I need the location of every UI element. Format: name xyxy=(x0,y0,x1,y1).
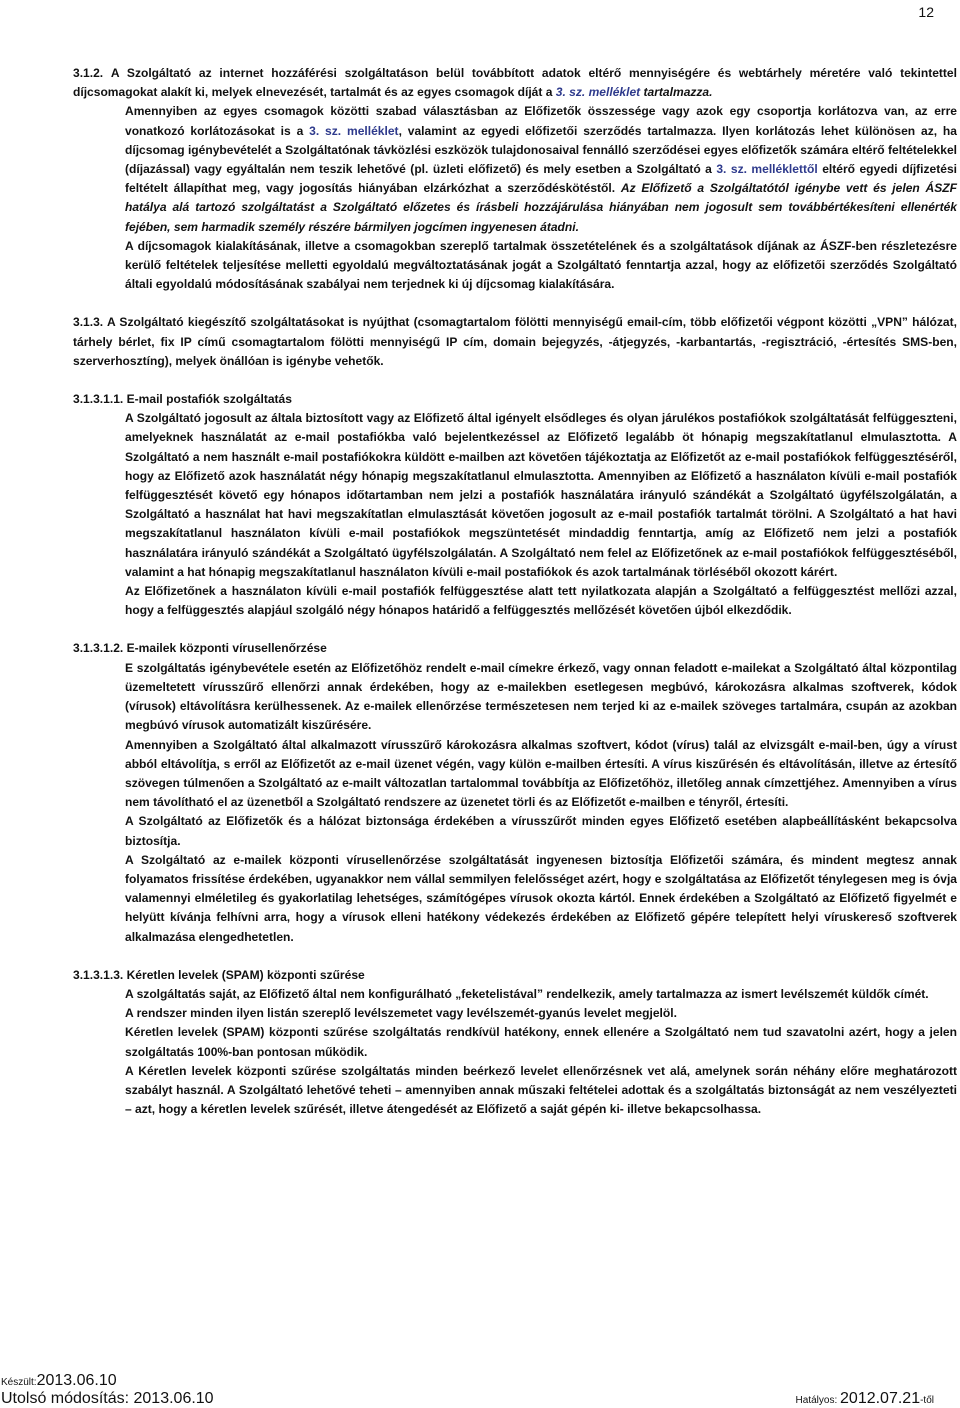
footer-created-date: 2013.06.10 xyxy=(36,1372,117,1389)
section-3-1-3-1-2-paragraph-1: E szolgáltatás igénybevétele esetén az Előfizetőhöz rendelt e-mail címekre érkező, vagy onnan feladott e-mailekat a Szolgáltató által központilag üzemeltetett vírusszűrő ellenőrzi annak érdekében, hogy az e-mailekben esetlegesen megbúvó, károkozásra alkalmas szoftverek, kódok (vírusok) eltávolításra kerülhessenek. Az e-mailek ellenőrzése természetesen nem terjed ki az e-mailek szöveges tartalmára, csupán az azokban megbúvó vírusok automatizált kiszűrésére. xyxy=(125,660,957,733)
section-number: 3.1.2. xyxy=(73,66,104,80)
annex-reference: 3. sz. melléklet xyxy=(309,123,399,138)
section-heading xyxy=(73,639,957,658)
section-number: 3.1.3.1.2. xyxy=(73,641,124,656)
section-3-1-3-1-3-paragraph-1: A szolgáltatás saját, az Előfizető által nem konfigurálható „feketelistával” rendelkezik, amely tartalmazza az ismert levélszemét küldők címét. xyxy=(125,986,929,1001)
paragraph-text: A Szolgáltató az internet hozzáférési szolgáltatáson belül továbbított adatok eltérő mennyiségére és webtárhely méretére való tekintettel díjcsomagokat alakít ki, melyek elnevezését, tartalmát és az egyes csomagok díját a xyxy=(73,66,957,100)
section-3-1-3-1-3-paragraph-4: A Kéretlen levelek központi szűrése szolgáltatás minden beérkező levelet ellenőrzésnek vet alá, amelynek során néhány előre meghatározott szabályt használ. A Szolgáltató lehetővé teheti – amennyiben annak műszaki feltételei adottak és a szolgáltatás biztonságát az nem veszélyezteti – azt, hogy a kéretlen levelek szűrését, illetve átengedését az Előfizető a saját gépén ki- illetve bekapcsolhassa. xyxy=(125,1063,957,1117)
section-3-1-3-1-2-paragraph-3: A Szolgáltató az Előfizetők és a hálózat biztonsága érdekében a vírusszűrőt minden egyes Előfizető esetében alapbeállításként bekapcsolva biztosítja. xyxy=(125,814,957,848)
section-3-1-3-1-1 xyxy=(73,390,957,620)
paragraph-text: Amennyiben az egyes csomagok közötti szabad választásban az Előfizetők összessége vagy azok egy csoportja korlátozva van, az erre vonatkozó korlátozásokat is a xyxy=(125,104,957,138)
section-3-1-3 xyxy=(73,313,957,371)
section-heading xyxy=(73,390,957,409)
section-3-1-3-1-3-paragraph-2: A rendszer minden ilyen listán szereplő levélszemetet vagy levélszemét-gyanús levelet megjelöl. xyxy=(125,1006,677,1021)
section-title: E-mailek központi vírusellenőrzése xyxy=(126,641,327,656)
page-number: 12 xyxy=(918,4,934,20)
paragraph-text: , valamint az egyedi előfizetői szerződés tartalmazza. Ilyen korlátozás lehet különösen az, ha díjcsomag igénybevételét a Szolgáltatónak távközlési eszközök tulajdonosaival fennálló szerződései egyes előfizetők számára eltérő feltételekkel (díjazással) vagy egyáltalán nem teszik lehetővé (pl. üzleti előfizető) és mely esetben a Szolgáltató a xyxy=(125,123,957,177)
annex-reference: 3. sz. melléklettől xyxy=(716,162,818,177)
section-title: E-mail postafiók szolgáltatás xyxy=(126,392,292,407)
section-heading xyxy=(73,966,957,985)
section-3-1-3-1-3 xyxy=(73,966,957,1120)
footer-effective-label: Hatályos: xyxy=(795,1395,841,1406)
footer-effective xyxy=(796,1390,934,1408)
section-3-1-3-1-2-paragraph-2: Amennyiben a Szolgáltató által alkalmazott vírusszűrő károkozásra alkalmas szoftvert, kódot (vírus) talál az elvizsgált e-mail-ben, úgy a vírust abból eltávolítja, s erről az Előfizetőt az e-mail üzenet végén, vagy külön e-mailben értesíti. A vírus kiszűrésén és eltávolításán, illetve az értesítő szövegen túlmenően a Szolgáltató az e-mailt változatlan tartalommal továbbítja az Előfizetőhöz, illetőleg annak címzettjéhez. Amennyiben a vírus nem távolítható el az üzenetből a Szolgáltató rendszere az üzenetet törli és az Előfizetőt e-mailben e tényről, értesíti. xyxy=(125,737,957,810)
section-3-1-2-paragraph-3: A díjcsomagok kialakításának, illetve a csomagokban szereplő tartalmak összetételének és a szolgáltatások díjának az ÁSZF-ben részletezésre kerülő feltételek teljesítése melletti egyoldalú megváltoztatásának jogát a Szolgáltató fenntartja azzal, hogy az előfizetői szerződés Szolgáltató általi egyoldalú módosításának szabályai nem terjednek ki új díjcsomag kialakítására. xyxy=(125,238,957,292)
document-body xyxy=(73,64,957,1119)
annex-reference: 3. sz. melléklet xyxy=(555,85,641,100)
section-3-1-3-1-2 xyxy=(73,639,957,946)
footer-created-label: Készült: xyxy=(1,1377,37,1388)
section-3-1-3-paragraph xyxy=(73,313,957,371)
section-title: Kéretlen levelek (SPAM) központi szűrése xyxy=(126,967,365,982)
section-3-1-3-1-2-paragraph-4: A Szolgáltató az e-mailek központi vírusellenőrzése szolgáltatását ingyenesen biztosítja Előfizetői számára, és mindent megtesz annak folyamatos frissítése érdekében, ugyanakkor nem vállal semmilyen felelősséget azért, hogy e szolgáltatása az Előfizetőt ténylegesen meg is óvja valamennyi elméletileg és gyakorlatilag lehetséges, számítógépes vírusok okozta kártól. Ennek érdekében a Szolgáltató az Előfizető figyelmét e helyütt kívánja felhívni arra, hogy a vírusok elleni hatékony védekezés érdekében az Előfizető gépére telepített helyi víruskereső szoftverek alkalmazása elengedhetetlen. xyxy=(125,852,957,944)
section-number: 3.1.3. xyxy=(73,315,104,330)
section-number: 3.1.3.1.3. xyxy=(73,967,124,982)
paragraph-text: A Szolgáltató kiegészítő szolgáltatásokat is nyújthat (csomagtartalom fölötti mennyiségű email-cím, több előfizetői végpont közötti „VPN” hálózat, tárhely bérlet, fix IP című csomagtartalom fölötti mennyiségű IP cím, domain bejegyzés, -átjegyzés, -karbantartás, -regisztráció, -értesítés SMS-ben, szerverhosztíng), melyek önállóan is igénybe vehetők. xyxy=(73,315,957,368)
section-3-1-3-1-1-paragraph-2: Az Előfizetőnek a használaton kívüli e-mail postafiók felfüggesztése alatt tett nyilatkozata alapján a Szolgáltató a felfüggesztést mellőzi azzal, hogy a felfüggesztés alapjául szolgáló négy hónapos határidő a felfüggesztés mellőzését követően újból elkezdődik. xyxy=(125,584,957,618)
footer-effective-date: 2012.07.21 xyxy=(840,1390,921,1407)
section-3-1-3-1-1-paragraph-1: A Szolgáltató jogosult az általa biztosított vagy az Előfizető által igényelt elsődleges és olyan járulékos postafiókok szolgáltatását felfüggeszteni, amelyeknek használatát az e-mail postafiókba való bejelentkezéssel az Előfizető legalább öt hónapig megszakítatlanul elmulasztotta. A Szolgáltató a nem használt e-mail postafiókokra küldött e-mailben azt követően tájékoztatja az Előfizetőt az e-mail postafiókok felfüggesztéséről, hogy az Előfizető azok használatát négy hónapig megszakítatlanul elmulasztotta. Amennyiben az Előfizető a használaton kívüli e-mail postafiók felfüggesztését követő egy hónapos időtartamban nem jelzi a postafiók használatára irányuló szándékát a Szolgáltató ügyfélszolgálatán, a Szolgáltató a használat hat havi megszakítatlan elmulasztását követően jogosult az e-mail postafiók tartalmát törölni. A Szolgáltató a hat havi megszakítatlanul használaton kívüli e-mail postafiókok megszüntetését mindaddig fenntartja, amíg az Előfizető nem jelzi a postafiók használatára irányuló szándékát a Szolgáltató ügyfélszolgálatán. A Szolgáltató nem felel az Előfizetőnek az e-mail postafiókok felfüggesztéséből, valamint a hat hónapig megszakítatlanul használaton kívüli e-mail postafiókok és azok tartalmának törléséből okozott kárért. xyxy=(125,411,957,579)
italic-clause: Az Előfizető a Szolgáltatótól igénybe vett és jelen ÁSZF hatálya alá tartozó szolgáltatást a Szolgáltató előzetes és írásbeli hozzájárulása hiányában nem jogosult sem továbbértékesíteni ellenérték fejében, sem harmadik személy részére bármilyen jogcímen ingyenesen átadni. xyxy=(125,181,957,234)
paragraph-text: eltérő egyedi díjfizetési feltételt állapíthat meg, vagy jogosítás hiányában elzárkózhat a szerződéskötéstől. xyxy=(125,162,958,196)
footer-modified xyxy=(1,1390,214,1408)
footer-effective-suffix: -től xyxy=(920,1395,934,1406)
section-number: 3.1.3.1.1. xyxy=(73,392,124,407)
section-3-1-2 xyxy=(73,64,957,294)
section-3-1-3-1-3-paragraph-3: Kéretlen levelek (SPAM) központi szűrése szolgáltatás rendkívül hatékony, ennek ellenére a Szolgáltató nem tud szavatolni azért, hogy a jelen szolgáltatás 100%-ban pontosan működik. xyxy=(125,1025,957,1059)
footer-created xyxy=(1,1372,117,1390)
section-3-1-2-paragraph-1 xyxy=(73,64,957,102)
footer-modified-label: Utolsó módosítás: xyxy=(1,1390,134,1407)
section-3-1-2-paragraph-2 xyxy=(73,102,957,236)
paragraph-text: tartalmazza. xyxy=(640,85,713,100)
footer-modified-date: 2013.06.10 xyxy=(133,1390,214,1407)
